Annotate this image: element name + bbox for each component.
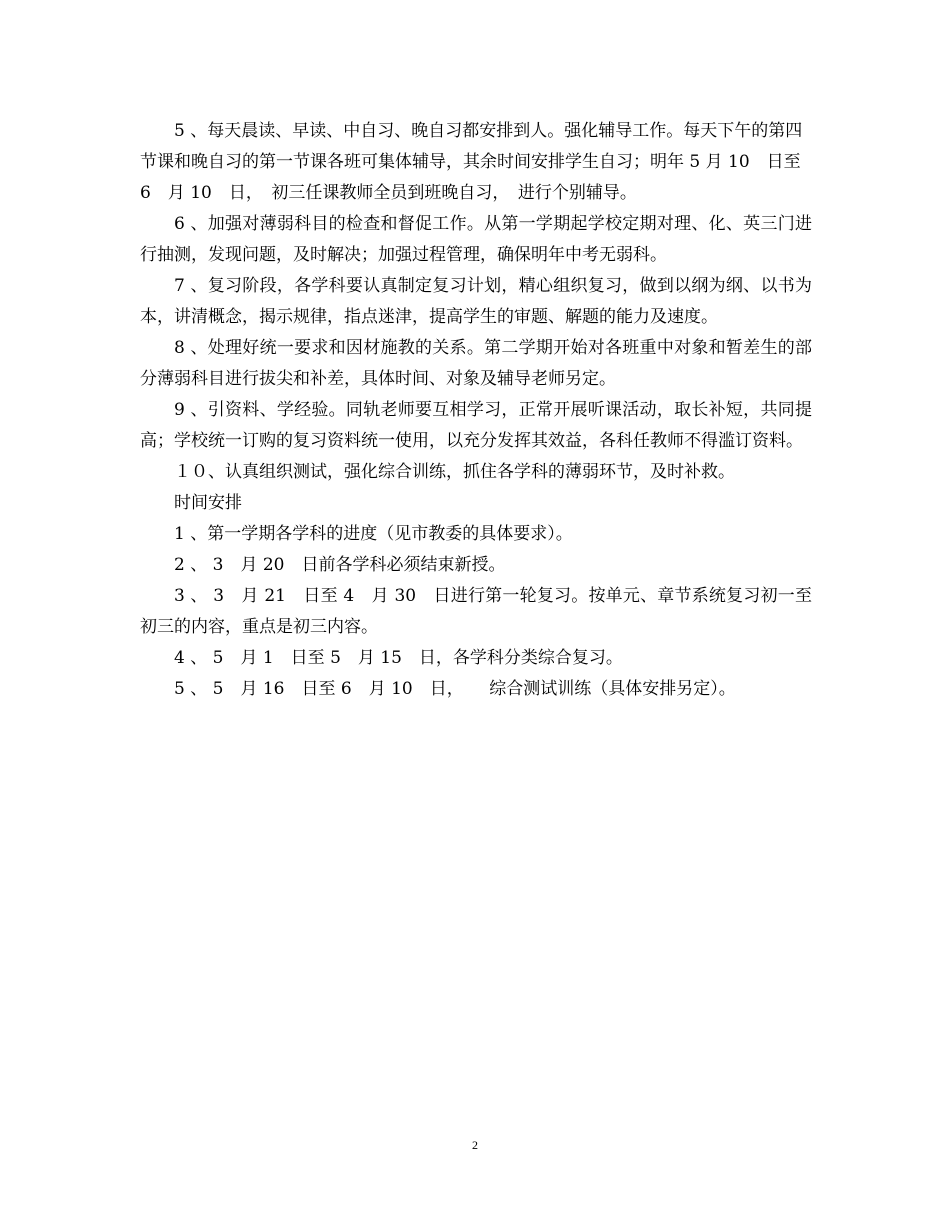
schedule-item-2: 2 、 3 月 20 日前各学科必须结束新授。 [174,555,506,575]
paragraph-item-5-tutoring: 5 、每天晨读、早读、中自习、晚自习都安排到人。强化辅导工作。每天下午的第四节课和晚自习的第一节课各班可集体辅导，其余时间安排学生自习；明年 5 月 10 日至 6 月 10 日， 初三任课教师全员到班晚自习， 进行个别辅导。 [140,121,807,203]
document-body [140,116,812,705]
page-number: 2 [472,1138,478,1152]
paragraph-item-8-differentiated-teaching: 8 、处理好统一要求和因材施教的关系。第二学期开始对各班重中对象和暂差生的部分薄弱科目进行拔尖和补差，具体时间、对象及辅导老师另定。 [140,338,812,389]
paragraph-item-10-testing: １０、认真组织测试，强化综合训练，抓住各学科的薄弱环节，及时补救。 [174,462,735,482]
paragraph-item-9-materials: 9 、引资料、学经验。同轨老师要互相学习，正常开展听课活动，取长补短，共同提高；学校统一订购的复习资料统一使用，以充分发挥其效益，各科任教师不得滥订资料。 [140,400,812,451]
schedule-item-1: 1 、第一学期各学科的进度（见市教委的具体要求）。 [174,524,573,544]
paragraph-item-6-weak-subjects: 6 、加强对薄弱科目的检查和督促工作。从第一学期起学校定期对理、化、英三门进行抽测，发现问题，及时解决；加强过程管理，确保明年中考无弱科。 [140,214,812,265]
section-heading-schedule: 时间安排 [174,493,242,513]
schedule-item-5: 5 、 5 月 16 日至 6 月 10 日， 综合测试训练（具体安排另定）。 [174,679,736,699]
schedule-item-3: 3 、 3 月 21 日至 4 月 30 日进行第一轮复习。按单元、章节系统复习初一至初三的内容，重点是初三内容。 [140,586,812,637]
schedule-item-4: 4 、 5 月 1 日至 5 月 15 日，各学科分类综合复习。 [174,648,623,668]
paragraph-item-7-review-stage: 7 、复习阶段，各学科要认真制定复习计划，精心组织复习，做到以纲为纲、以书为本，讲清概念，揭示规律，指点迷津，提高学生的审题、解题的能力及速度。 [140,276,812,327]
